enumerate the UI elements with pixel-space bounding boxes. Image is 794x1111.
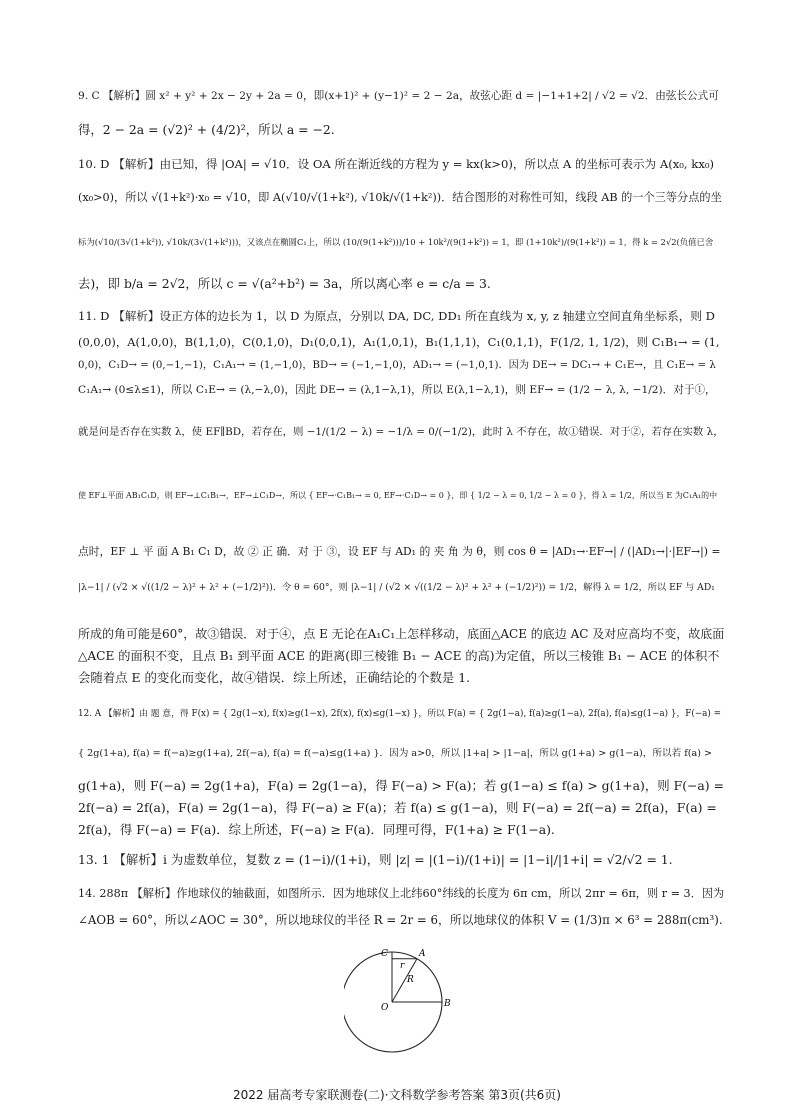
- label-r-small: r: [400, 961, 405, 971]
- q12-line-5: 2f(a)，得 F(−a) = F(a)．综上所述，F(−a) ≥ F(a)．同理可得，F(1+a) ≥ F(1−a).: [78, 822, 555, 837]
- label-o: O: [381, 1003, 389, 1013]
- q12-line-3: g(1+a)，则 F(−a) = 2g(1+a)，F(a) = 2g(1−a)，得 F(−a) > F(a)；若 g(1−a) ≤ f(a) > g(1+a)，则 F(−a) =: [78, 778, 724, 793]
- q11-line-10: △ACE 的面积不变，且点 B₁ 到平面 ACE 的距离(即三棱锥 B₁ − ACE 的高)为定值，所以三棱锥 B₁ − ACE 的体积不: [78, 649, 720, 663]
- q14-line-1: 14. 288π 【解析】作地球仪的轴截面，如图所示．因为地球仪上北纬60°纬线的长度为 6π cm，所以 2πr = 6π，则 r = 3．因为: [78, 887, 725, 900]
- q11-line-7: 点时，EF ⊥ 平 面 A B₁ C₁ D，故 ② 正 确．对 于 ③，设 EF 与 AD₁ 的 夹 角 为 θ，则 cos θ = |AD₁→·EF→| / (|AD₁→|·|EF→|) =: [78, 545, 721, 558]
- q9-line-1: 9. C 【解析】圆 x² + y² + 2x − 2y + 2a = 0，即(x+1)² + (y−1)² = 2 − 2a，故弦心距 d = |−1+1+2| / √2 = √2．由弦长公式可: [78, 90, 719, 102]
- q11-line-6: 使 EF⊥平面 AB₁C₁D，则 EF→⊥C₁B₁→，EF→⊥C₁D→，所以 { EF→·C₁B₁→ = 0, EF→·C₁D→ = 0 }，即 { 1/2 − λ = 0, 1/2 − λ = 0 }，得 λ = 1/2，所以当 E 为C₁A₁的中: [78, 491, 718, 500]
- q10-line-3: 标为(√10/(3√(1+k²)), √10k/(3√(1+k²)))，又该点在椭圆C₁上，所以 (10/(9(1+k²)))/10 + 10k²/(9(1+k²)) = 1，即 (1+10k²)/(9(1+k²)) = 1，得 k = 2√2(负值已舍: [78, 237, 714, 247]
- q11-line-8: |λ−1| / (√2 × √((1/2 − λ)² + λ² + (−1/2)²))．令 θ = 60°，则 |λ−1| / (√2 × √((1/2 − λ)² + λ² + (−1/2)²)) = 1/2，解得 λ = 1/2，所以 EF 与 AD₁: [78, 582, 715, 593]
- q11-line-3: 0,0)，C₁D→ = (0,−1,−1)，C₁A₁→ = (1,−1,0)，BD→ = (−1,−1,0)，AD₁→ = (−1,0,1)．因为 DE→ = DC₁→ + C₁E→，且 C₁E→ = λ: [78, 360, 716, 371]
- q11-line-5: 就是问是否存在实数 λ，使 EF∥BD，若存在，则 −1/(1/2 − λ) = −1/λ = 0/(−1/2)，此时 λ 不存在，故①错误．对于②，若存在实数 λ，: [78, 426, 724, 438]
- q11-line-11: 会随着点 E 的变化而变化，故④错误．综上所述，正确结论的个数是 1.: [78, 670, 471, 685]
- q11-line-2: (0,0,0)，A(1,0,0)，B(1,1,0)，C(0,1,0)，D₁(0,0,1)，A₁(1,0,1)，B₁(1,1,1)，C₁(0,1,1)，F(1/2, 1, 1/2)，则 C₁B₁→ = (1,: [78, 335, 720, 349]
- q12-line-1: 12. A 【解析】由 题 意，得 F(x) = { 2g(1−x), f(x)≥g(1−x), 2f(x), f(x)≤g(1−x) }，所以 F(a) = { 2g(1−a), f(a)≥g(1−a), 2f(a), f(a)≤g(1−a) }，F(−a) =: [78, 709, 722, 719]
- q11-line-1: 11. D 【解析】设正方体的边长为 1，以 D 为原点，分别以 DA, DC, DD₁ 所在直线为 x, y, z 轴建立空间直角坐标系，则 D: [78, 309, 715, 323]
- q10-line-4: 去)，即 b/a = 2√2，所以 c = √(a²+b²) = 3a，所以离心率 e = c/a = 3.: [78, 276, 491, 291]
- q12-line-2: { 2g(1+a), f(a) = f(−a)≥g(1+a), 2f(−a), f(a) = f(−a)≤g(1+a) }．因为 a>0，所以 |1+a| > |1−a|，所以 g(1+a) > g(1−a)，所以若 f(a) >: [78, 748, 713, 759]
- label-a: A: [419, 949, 426, 959]
- page-footer: 2022 届高考专家联测卷(二)·文科数学参考答案 第3页(共6页): [233, 1088, 561, 1102]
- q10-line-1: 10. D 【解析】由已知，得 |OA| = √10．设 OA 所在渐近线的方程为 y = kx(k>0)，所以点 A 的坐标可表示为 A(x₀, kx₀): [78, 157, 715, 171]
- q14-line-2: ∠AOB = 60°，所以∠AOC = 30°，所以地球仪的半径 R = 2r = 6，所以地球仪的体积 V = (1/3)π × 6³ = 288π(cm³).: [78, 913, 723, 927]
- globe-cross-section-figure: [344, 944, 464, 1064]
- q13-line-1: 13. 1 【解析】i 为虚数单位，复数 z = (1−i)/(1+i)，则 |z| = |(1−i)/(1+i)| = |1−i|/|1+i| = √2/√2 = 1.: [78, 852, 673, 867]
- q12-line-4: 2f(−a) = 2f(a)，F(a) = 2g(1−a)，得 F(−a) ≥ F(a)；若 f(a) ≤ g(1−a)，则 F(−a) = 2f(−a) = 2f(a)，F(a) =: [78, 800, 717, 815]
- q11-line-9: 所成的角可能是60°，故③错误．对于④，点 E 无论在A₁C₁上怎样移动，底面△ACE 的底边 AC 及对应高均不变，故底面: [78, 627, 725, 641]
- label-r-big: R: [407, 975, 414, 985]
- q9-line-2: 得，2 − 2a = (√2)² + (4/2)²，所以 a = −2.: [78, 122, 335, 137]
- q10-line-2: (x₀>0)，所以 √(1+k²)·x₀ = √10，即 A(√10/√(1+k²), √10k/√(1+k²))．结合图形的对称性可知，线段 AB 的一个三等分点的坐: [78, 191, 722, 204]
- label-c: C: [381, 949, 388, 959]
- label-b: B: [444, 999, 451, 1009]
- q11-line-4: C₁A₁→ (0≤λ≤1)，所以 C₁E→ = (λ,−λ,0)，因此 DE→ = (λ,1−λ,1)，所以 E(λ,1−λ,1)，则 EF→ = (1/2 − λ, λ, −1/2)．对于①，: [78, 384, 716, 396]
